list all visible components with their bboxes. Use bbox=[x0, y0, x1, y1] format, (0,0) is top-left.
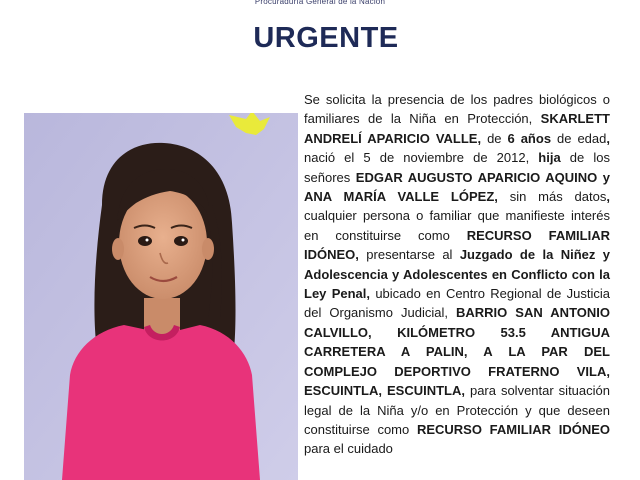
child-photo bbox=[24, 113, 298, 480]
body-text-bold-run: SKARLETT ANDRELÍ APARICIO VALLE, bbox=[304, 111, 610, 146]
body-text-run: para el cuidado bbox=[304, 441, 393, 457]
child-photo-illustration bbox=[24, 113, 298, 480]
body-text-bold-run: RECURSO FAMILIAR IDÓNEO bbox=[416, 421, 610, 437]
institution-header: Procuraduría General de la Nación bbox=[254, 0, 386, 6]
body-text-run: cualquier persona o familiar que manifieste interés en constituirse como bbox=[304, 208, 610, 243]
body-text-run: de bbox=[481, 130, 508, 146]
body-text-run: de edad bbox=[551, 130, 607, 146]
body-text-run: de los señores bbox=[304, 150, 610, 185]
body-text-bold-run: EDGAR AUGUSTO APARICIO AQUINO y ANA MARÍA VALLE LÓPEZ, bbox=[304, 169, 610, 205]
body-text-bold-run: , bbox=[606, 189, 610, 205]
body-text-run: presentarse al bbox=[358, 247, 460, 263]
body-text-run: nació el 5 de noviembre de 2012, bbox=[304, 150, 539, 166]
page-title: URGENTE bbox=[253, 22, 399, 54]
body-text-run: para solventar situación legal de la Niña y/o en Protección y que deseen constituirse como bbox=[304, 383, 610, 437]
body-text-bold-run: 6 años bbox=[507, 130, 552, 146]
notice-body-text bbox=[304, 90, 610, 459]
body-text-run: sin más datos bbox=[497, 189, 607, 205]
body-text-bold-run: RECURSO FAMILIAR IDÓNEO, bbox=[304, 227, 610, 263]
body-text-bold-run: , bbox=[606, 130, 610, 146]
body-text-bold-run: hija bbox=[538, 150, 561, 166]
body-text-run: ubicado en Centro Regional de Justicia del Organismo Judicial, bbox=[304, 286, 611, 321]
body-text-bold-run: Juzgado de la Niñez y Adolescencia y Adolescentes en Conflicto con la Ley Penal, bbox=[304, 247, 610, 302]
body-text-bold-run: BARRIO SAN ANTONIO CALVILLO, KILÓMETRO 53.5 ANTIGUA CARRETERA A PALIN, A LA PAR DEL COMPLEJO DEPORTIVO FRATERNO VILA, ESCUINTLA, ESCUINTLA, bbox=[304, 305, 610, 399]
body-text-run: Se solicita la presencia de los padres biológicos o familiares de la Niña en Protección, bbox=[304, 92, 610, 127]
